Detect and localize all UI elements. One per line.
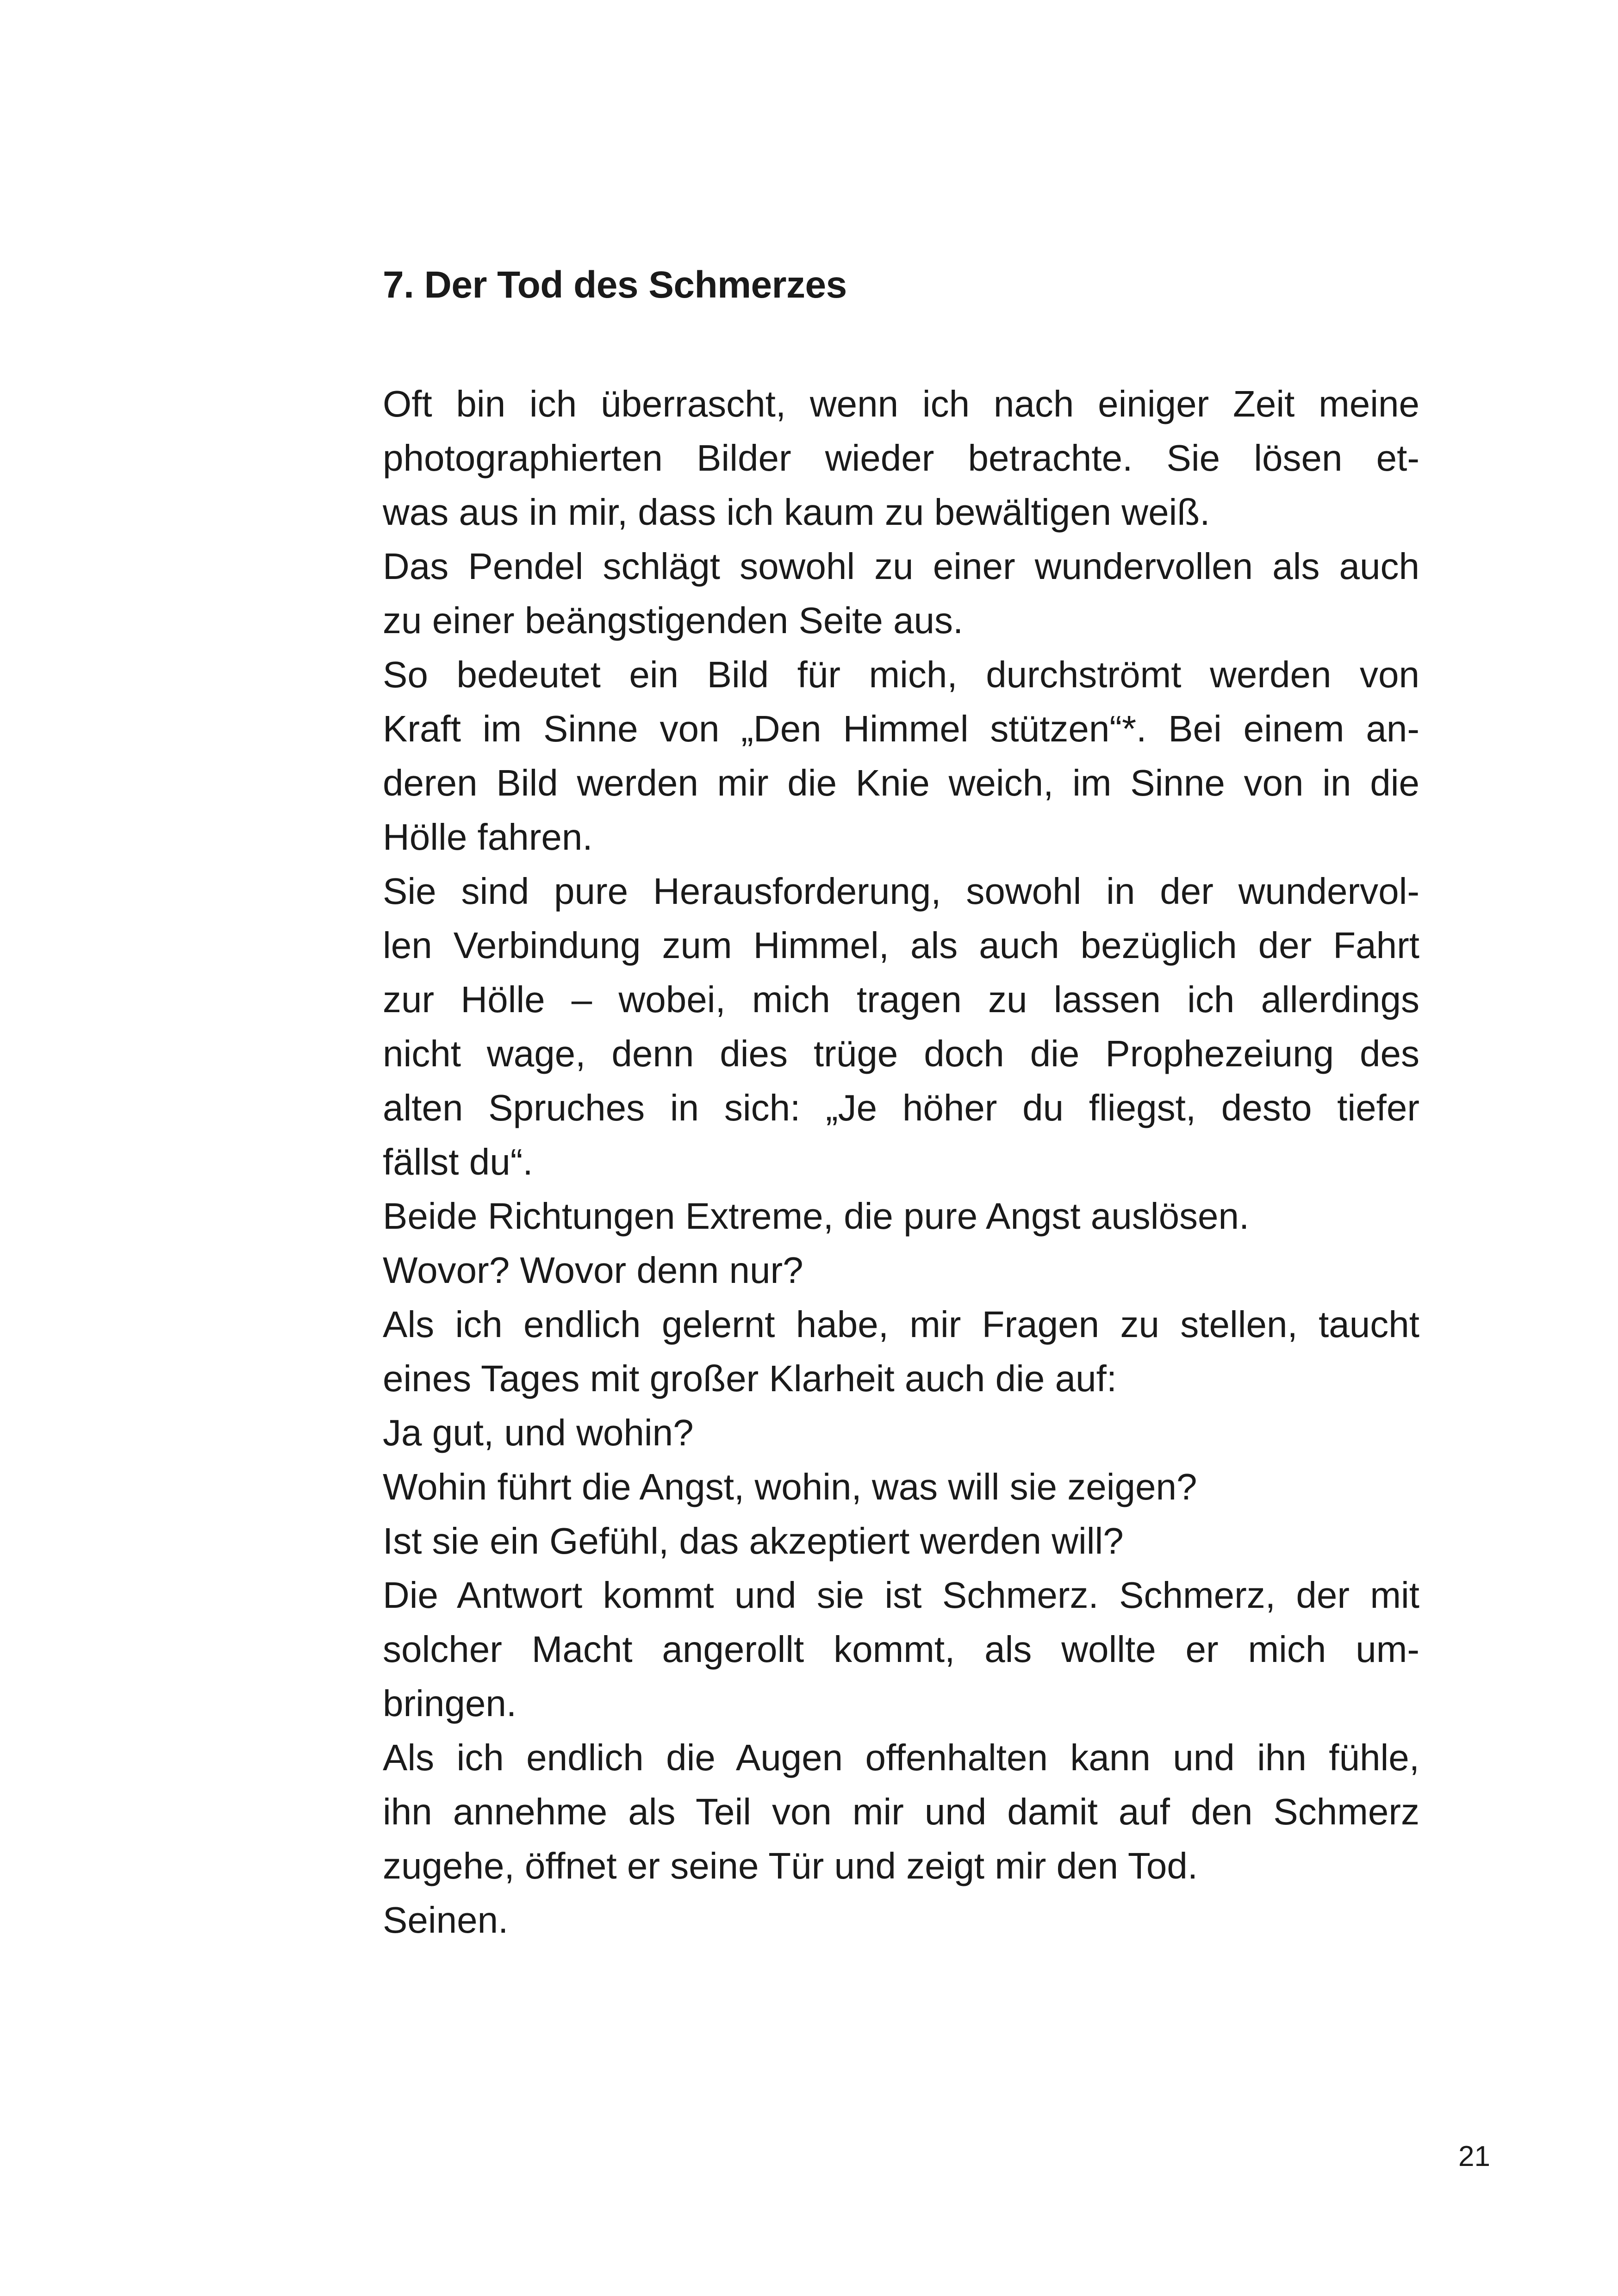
chapter-title: 7. Der Tod des Schmerzes	[383, 264, 847, 306]
text-line: zu einer beängstigenden Seite aus.	[383, 600, 964, 641]
text-line: Beide Richtungen Extreme, die pure Angst auslösen.	[383, 1195, 1250, 1237]
text-line: Als ich endlich die Augen offenhalten kann und ihn fühle,	[383, 1737, 1419, 1778]
text-line: Wovor? Wovor denn nur?	[383, 1250, 803, 1291]
text-line: photographierten Bilder wieder betrachte. Sie lösen et-	[383, 437, 1419, 479]
text-line: eines Tages mit großer Klarheit auch die auf:	[383, 1358, 1117, 1399]
text-line: zugehe, öffnet er seine Tür und zeigt mir den Tod.	[383, 1845, 1198, 1886]
text-line: Seinen.	[383, 1899, 509, 1941]
text-line: Das Pendel schlägt sowohl zu einer wundervollen als auch	[383, 546, 1419, 587]
text-line: Die Antwort kommt und sie ist Schmerz. Schmerz, der mit	[383, 1574, 1419, 1616]
page-number: 21	[1458, 2140, 1490, 2172]
text-line: was aus in mir, dass ich kaum zu bewältigen weiß.	[383, 492, 1210, 533]
text-line: ihn annehme als Teil von mir und damit auf den Schmerz	[383, 1791, 1419, 1832]
text-line: Hölle fahren.	[383, 816, 593, 858]
text-line: bringen.	[383, 1683, 517, 1724]
text-line: fällst du“.	[383, 1141, 533, 1182]
text-line: Sie sind pure Herausforderung, sowohl in der wundervol-	[383, 871, 1419, 912]
text-line: Ist sie ein Gefühl, das akzeptiert werden will?	[383, 1520, 1124, 1562]
text-line: nicht wage, denn dies trüge doch die Prophezeiung des	[383, 1033, 1419, 1074]
text-line: Kraft im Sinne von „Den Himmel stützen“*. Bei einem an-	[383, 708, 1419, 749]
text-line: Wohin führt die Angst, wohin, was will sie zeigen?	[383, 1466, 1197, 1507]
text-line: Ja gut, und wohin?	[383, 1412, 694, 1453]
body-text	[383, 377, 1419, 1947]
text-line: solcher Macht angerollt kommt, als wollte er mich um-	[383, 1629, 1419, 1670]
text-line: So bedeutet ein Bild für mich, durchströmt werden von	[383, 654, 1419, 695]
text-line: deren Bild werden mir die Knie weich, im Sinne von in die	[383, 762, 1419, 803]
text-line: alten Spruches in sich: „Je höher du fliegst, desto tiefer	[383, 1087, 1419, 1128]
text-line: zur Hölle – wobei, mich tragen zu lassen ich allerdings	[383, 979, 1419, 1020]
text-line: Als ich endlich gelernt habe, mir Fragen zu stellen, taucht	[383, 1304, 1419, 1345]
text-line: len Verbindung zum Himmel, als auch bezüglich der Fahrt	[383, 925, 1419, 966]
text-line: Oft bin ich überrascht, wenn ich nach einiger Zeit meine	[383, 383, 1419, 424]
